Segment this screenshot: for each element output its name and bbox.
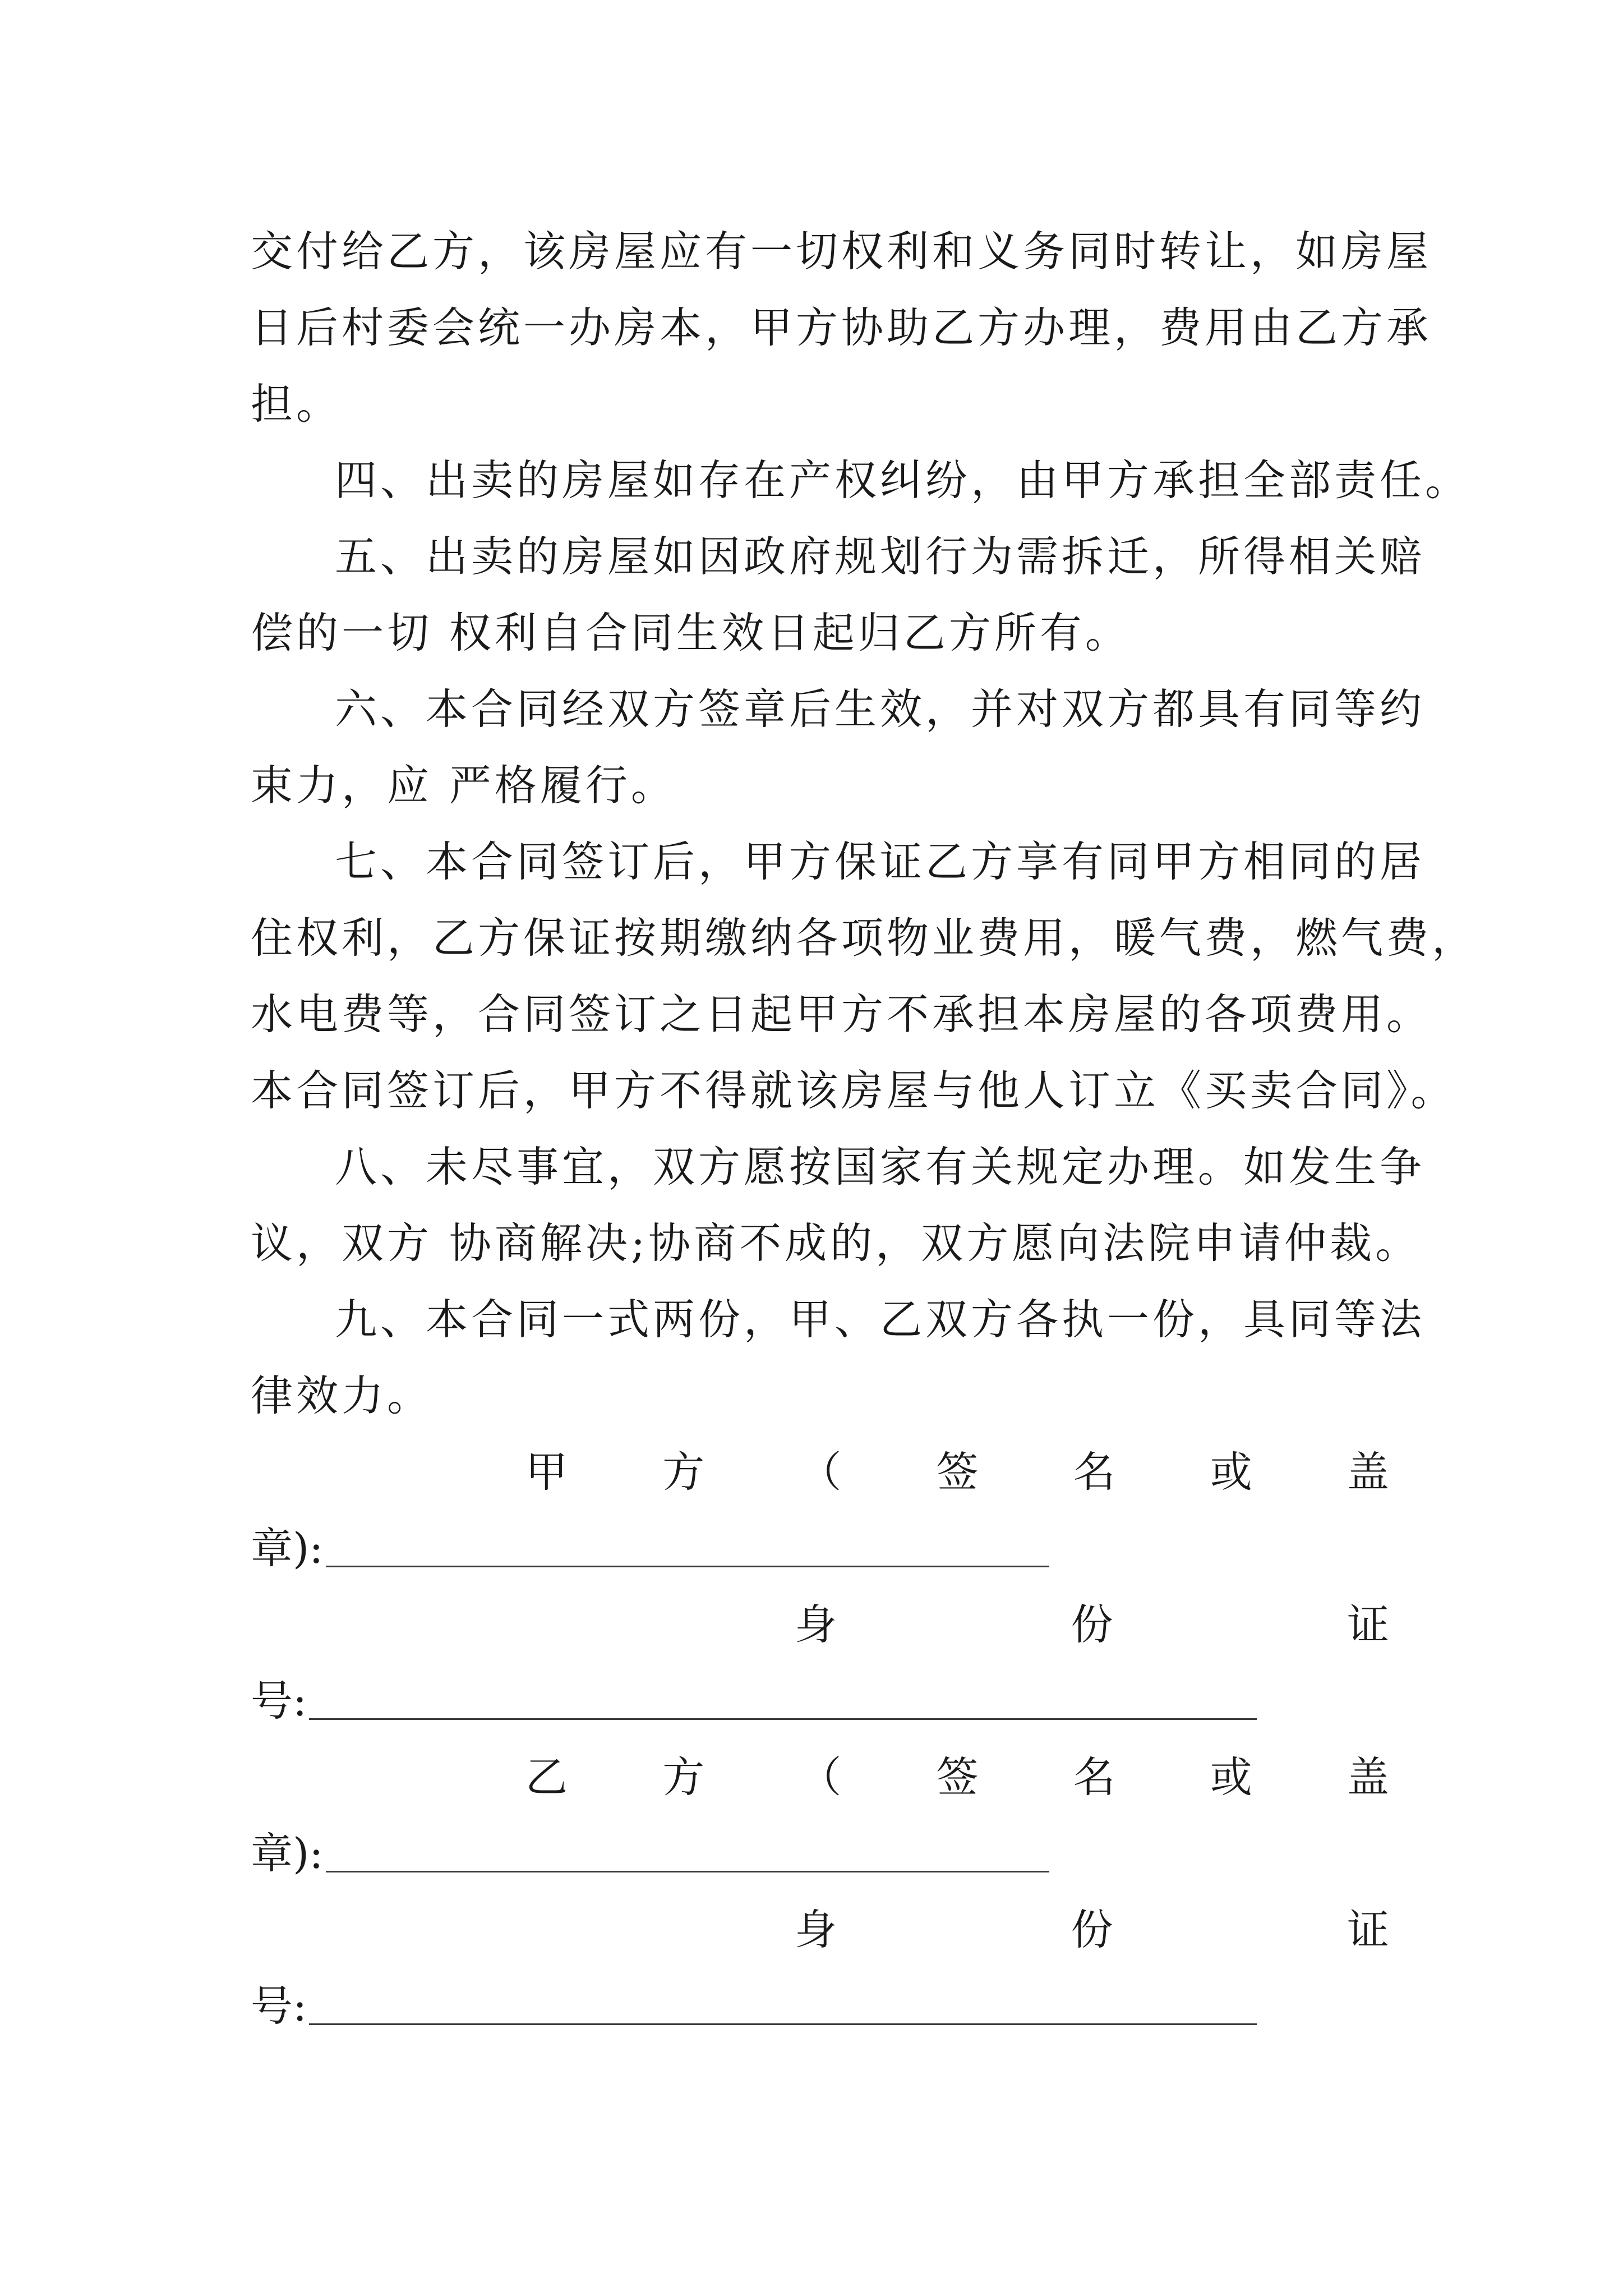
sig-char: 名: [1073, 1752, 1115, 1802]
paragraph-line: 日后村委会统一办房本，甲方协助乙方办理，费用由乙方承: [251, 303, 1432, 352]
party-b-signature-label: [251, 1739, 1389, 1815]
party-b-id-label: [251, 1892, 1389, 1968]
contract-body: [251, 213, 1478, 2044]
sig-char: 乙: [525, 1752, 568, 1802]
sig-label-end: 号:: [251, 1981, 307, 2031]
sig-char: 盖: [1347, 1447, 1389, 1497]
party-b-id-line: [251, 1968, 1389, 2044]
sig-char: 身: [795, 1600, 837, 1649]
sig-char: （: [799, 1447, 842, 1497]
paragraph-line: 束力，应 严格履行。: [251, 761, 676, 810]
sig-char: 名: [1073, 1447, 1115, 1497]
paragraph-line: 议，双方 协商解决;协商不成的，双方愿向法院申请仲裁。: [251, 1218, 1421, 1268]
party-a-id-blank[interactable]: [309, 1682, 1257, 1720]
paragraph-line: 偿的一切 权利自合同生效日起归乙方所有。: [251, 608, 1131, 657]
party-b-signature-blank[interactable]: [326, 1835, 1049, 1872]
sig-char: 方: [662, 1447, 705, 1497]
paragraph-line: 担。: [251, 379, 342, 429]
clause-eight: 八、未尽事宜，双方愿按国家有关规定办理。如发生争: [335, 1142, 1426, 1191]
clause-seven: 七、本合同签订后，甲方保证乙方享有同甲方相同的居: [335, 837, 1426, 886]
paragraph-line: 住权利，乙方保证按期缴纳各项物业费用，暖气费，燃气费，: [251, 913, 1478, 963]
clause-four: 四、出卖的房屋如存在产权纠纷，由甲方承担全部责任。: [335, 455, 1471, 505]
party-a-signature-line: [251, 1510, 1389, 1586]
sig-char: 份: [1071, 1600, 1113, 1649]
party-b-signature-line: [251, 1815, 1389, 1892]
sig-label-end: 章):: [251, 1829, 324, 1878]
clause-nine: 九、本合同一式两份，甲、乙双方各执一份，具同等法: [335, 1295, 1426, 1344]
sig-char: 或: [1210, 1752, 1252, 1802]
sig-char: 盖: [1347, 1752, 1389, 1802]
clause-five: 五、出卖的房屋如因政府规划行为需拆迁，所得相关赔: [335, 532, 1426, 581]
sig-char: （: [799, 1752, 842, 1802]
sig-char: 身: [795, 1905, 837, 1954]
sig-label-end: 章):: [251, 1524, 324, 1573]
sig-char: 签: [936, 1447, 979, 1497]
sig-char: 方: [662, 1752, 705, 1802]
party-a-signature-blank[interactable]: [326, 1530, 1049, 1567]
party-b-id-blank[interactable]: [309, 1987, 1257, 2025]
sig-char: 或: [1210, 1447, 1252, 1497]
clause-six: 六、本合同经双方签章后生效，并对双方都具有同等约: [335, 684, 1426, 734]
party-a-signature-label: [251, 1434, 1389, 1510]
sig-char: 证: [1347, 1905, 1389, 1954]
paragraph-line: 交付给乙方，该房屋应有一切权利和义务同时转让，如房屋: [251, 227, 1432, 276]
party-a-id-line: [251, 1663, 1389, 1739]
paragraph-line: 律效力。: [251, 1371, 433, 1420]
sig-char: 甲: [525, 1447, 568, 1497]
sig-label-end: 号:: [251, 1676, 307, 1726]
paragraph-line: 本合同签订后，甲方不得就该房屋与他人订立《买卖合同》。: [251, 1066, 1456, 1115]
sig-char: 份: [1071, 1905, 1113, 1954]
sig-char: 签: [936, 1752, 979, 1802]
party-a-id-label: [251, 1586, 1389, 1663]
paragraph-line: 水电费等，合同签订之日起甲方不承担本房屋的各项费用。: [251, 990, 1432, 1039]
sig-char: 证: [1347, 1600, 1389, 1649]
